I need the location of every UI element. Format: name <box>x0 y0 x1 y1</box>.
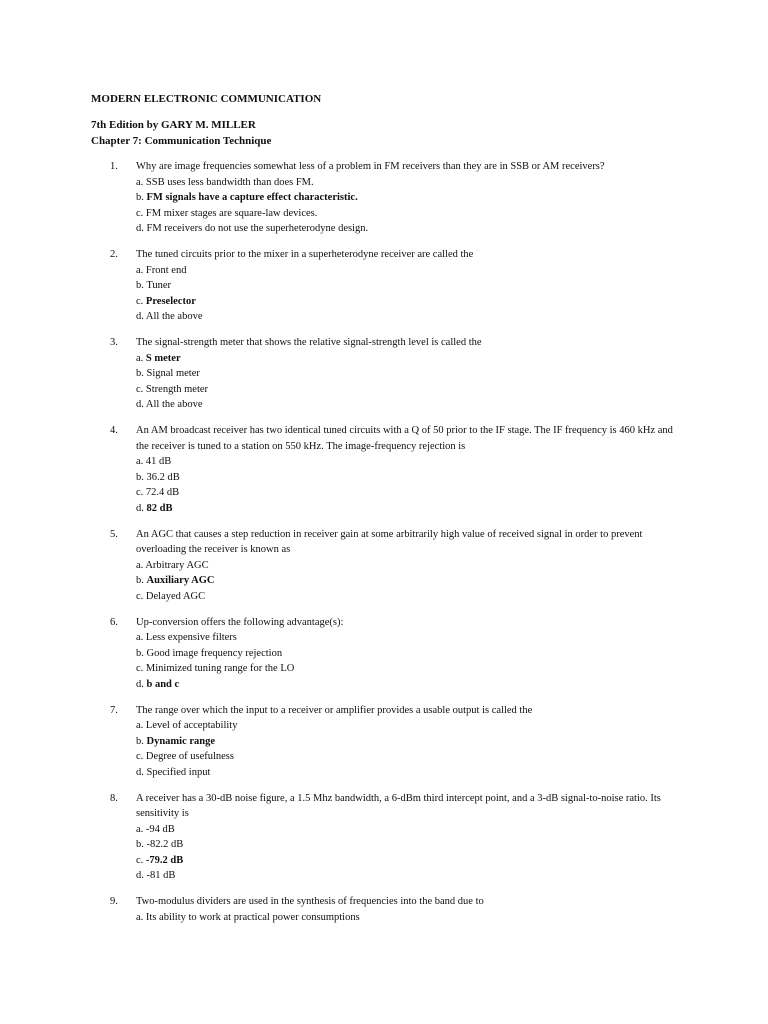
answer-option <box>136 397 676 413</box>
option-letter: a. <box>136 823 146 835</box>
option-letter: d. <box>136 766 147 778</box>
question-body <box>136 159 676 237</box>
answer-option <box>136 501 676 517</box>
answer-option <box>136 294 676 310</box>
answer-option <box>136 485 676 501</box>
question-body <box>136 703 676 781</box>
option-letter: a. <box>136 352 146 364</box>
option-letter: c. <box>136 663 146 674</box>
option-letter: d. <box>136 399 146 410</box>
answer-option <box>136 454 676 470</box>
answer-option <box>136 677 676 693</box>
answer-option <box>136 765 676 781</box>
answer-option <box>136 263 676 279</box>
question-body <box>136 791 676 884</box>
question-number: 8. <box>110 792 118 804</box>
document-title: MODERN ELECTRONIC COMMUNICATION <box>91 93 322 105</box>
option-letter: c. <box>136 295 146 307</box>
option-text: -94 dB <box>145 823 175 835</box>
answer-option <box>136 558 676 574</box>
answer-option <box>136 351 676 367</box>
option-letter: a. <box>136 456 146 467</box>
option-letter: a. <box>136 720 146 731</box>
option-letter: d. <box>136 223 147 234</box>
answer-option <box>136 206 676 222</box>
answer-option <box>136 382 676 398</box>
option-text: All the above <box>145 399 203 410</box>
answer-option <box>136 573 676 589</box>
option-text: Minimized tuning range for the LO <box>145 663 295 674</box>
option-text: 72.4 dB <box>145 487 180 498</box>
answer-option <box>136 837 676 853</box>
correct-answer-text: Auxiliary AGC <box>146 575 215 586</box>
answer-option <box>136 718 676 734</box>
option-letter: d. <box>136 678 147 690</box>
question-number: 1. <box>110 161 118 172</box>
option-letter: b. <box>136 647 147 659</box>
option-text: Signal meter <box>146 368 200 379</box>
question-number: 9. <box>110 896 118 907</box>
answer-option <box>136 822 676 838</box>
question-item <box>0 527 768 605</box>
question-item <box>0 615 768 693</box>
question-body <box>136 423 676 516</box>
option-letter: d. <box>136 311 146 322</box>
option-letter: c. <box>136 751 146 762</box>
answer-option <box>136 910 676 926</box>
question-stem: Why are image frequencies somewhat less of a problem in FM receivers than they are in SSB or AM receivers? <box>136 161 605 172</box>
option-letter: b. <box>136 192 147 203</box>
question-body <box>136 247 676 325</box>
option-letter: b. <box>136 471 147 483</box>
question-stem: Two-modulus dividers are used in the synthesis of frequencies into the band due to <box>136 896 484 907</box>
question-body <box>136 894 676 925</box>
edition-line: 7th Edition by GARY M. MILLER <box>91 119 256 131</box>
answer-option <box>136 853 676 869</box>
question-number: 2. <box>110 249 118 260</box>
option-text: 36.2 dB <box>146 471 180 483</box>
option-letter: a. <box>136 264 146 276</box>
question-stem: The tuned circuits prior to the mixer in a superheterodyne receiver are called the <box>136 249 474 260</box>
option-text: Degree of usefulness <box>145 751 234 762</box>
question-number: 5. <box>110 528 118 540</box>
option-text: FM receivers do not use the superheterodyne design. <box>146 223 369 234</box>
answer-option <box>136 589 676 605</box>
correct-answer-text: b and c <box>146 678 180 690</box>
option-text: Good image frequency rejection <box>146 647 283 659</box>
answer-option <box>136 221 676 237</box>
question-item <box>0 703 768 781</box>
option-letter: b. <box>136 368 147 379</box>
option-text: Strength meter <box>145 383 209 395</box>
question-stem: The signal-strength meter that shows the relative signal-strength level is called the <box>136 337 482 348</box>
option-letter: c. <box>136 590 146 602</box>
question-stem: The range over which the input to a receiver or amplifier provides a usable output is called the <box>136 704 533 716</box>
option-letter: c. <box>136 854 146 866</box>
correct-answer-text: -79.2 dB <box>145 854 184 866</box>
option-text: Its ability to work at practical power consumptions <box>145 911 360 923</box>
option-text: All the above <box>145 311 203 322</box>
chapter-heading: Chapter 7: Communication Technique <box>91 135 272 147</box>
option-text: Arbitrary AGC <box>145 559 209 571</box>
answer-option <box>136 175 676 191</box>
option-letter: c. <box>136 207 146 219</box>
option-text: FM mixer stages are square-law devices. <box>145 207 318 219</box>
answer-option <box>136 630 676 646</box>
option-letter: a. <box>136 632 146 643</box>
answer-option <box>136 646 676 662</box>
question-stem: A receiver has a 30-dB noise figure, a 1.5 Mhz bandwidth, a 6-dBm third intercept point, and a 3-dB signal-to-noise ratio. Its sensitivity is <box>136 792 661 819</box>
answer-option <box>136 470 676 486</box>
option-text: -82.2 dB <box>146 839 184 850</box>
question-list <box>0 159 768 936</box>
question-stem: An AM broadcast receiver has two identical tuned circuits with a Q of 50 prior to the IF stage. The IF frequency is 460 kHz and the receiver is tuned to a station on 550 kHz. The image-frequency rejection is <box>136 425 673 452</box>
question-body <box>136 527 676 605</box>
option-letter: d. <box>136 870 147 881</box>
question-item <box>0 894 768 925</box>
question-item <box>0 247 768 325</box>
option-letter: c. <box>136 487 146 498</box>
option-letter: c. <box>136 383 146 395</box>
answer-option <box>136 868 676 884</box>
question-stem: An AGC that causes a step reduction in receiver gain at some arbitrarily high value of received signal in order to prevent overloading the receiver is known as <box>136 528 643 555</box>
option-text: Specified input <box>146 766 211 778</box>
question-item <box>0 335 768 413</box>
option-text: Less expensive filters <box>145 632 237 643</box>
question-item <box>0 159 768 237</box>
question-number: 6. <box>110 616 118 628</box>
answer-option <box>136 190 676 206</box>
answer-option <box>136 278 676 294</box>
answer-option <box>136 366 676 382</box>
option-letter: d. <box>136 502 147 514</box>
option-letter: b. <box>136 735 147 747</box>
option-letter: a. <box>136 176 146 188</box>
correct-answer-text: 82 dB <box>146 502 173 514</box>
question-body <box>136 335 676 413</box>
question-stem: Up-conversion offers the following advantage(s): <box>136 616 344 628</box>
option-text: Level of acceptability <box>145 720 238 731</box>
question-number: 3. <box>110 337 118 348</box>
option-letter: b. <box>136 839 147 850</box>
option-text: 41 dB <box>145 456 172 467</box>
answer-option <box>136 749 676 765</box>
correct-answer-text: Dynamic range <box>146 735 216 747</box>
option-text: Tuner <box>146 280 172 291</box>
option-text: SSB uses less bandwidth than does FM. <box>145 176 314 188</box>
option-letter: b. <box>136 575 147 586</box>
answer-option <box>136 309 676 325</box>
question-item <box>0 423 768 516</box>
question-number: 7. <box>110 704 118 716</box>
correct-answer-text: Preselector <box>145 295 196 307</box>
option-text: Delayed AGC <box>145 590 206 602</box>
correct-answer-text: S meter <box>145 352 181 364</box>
question-body <box>136 615 676 693</box>
question-item <box>0 791 768 884</box>
correct-answer-text: FM signals have a capture effect characteristic. <box>146 192 358 203</box>
option-letter: b. <box>136 280 147 291</box>
option-letter: a. <box>136 911 146 923</box>
question-number: 4. <box>110 425 118 436</box>
option-text: -81 dB <box>146 870 176 881</box>
option-text: Front end <box>145 264 187 276</box>
option-letter: a. <box>136 559 146 571</box>
answer-option <box>136 734 676 750</box>
answer-option <box>136 661 676 677</box>
